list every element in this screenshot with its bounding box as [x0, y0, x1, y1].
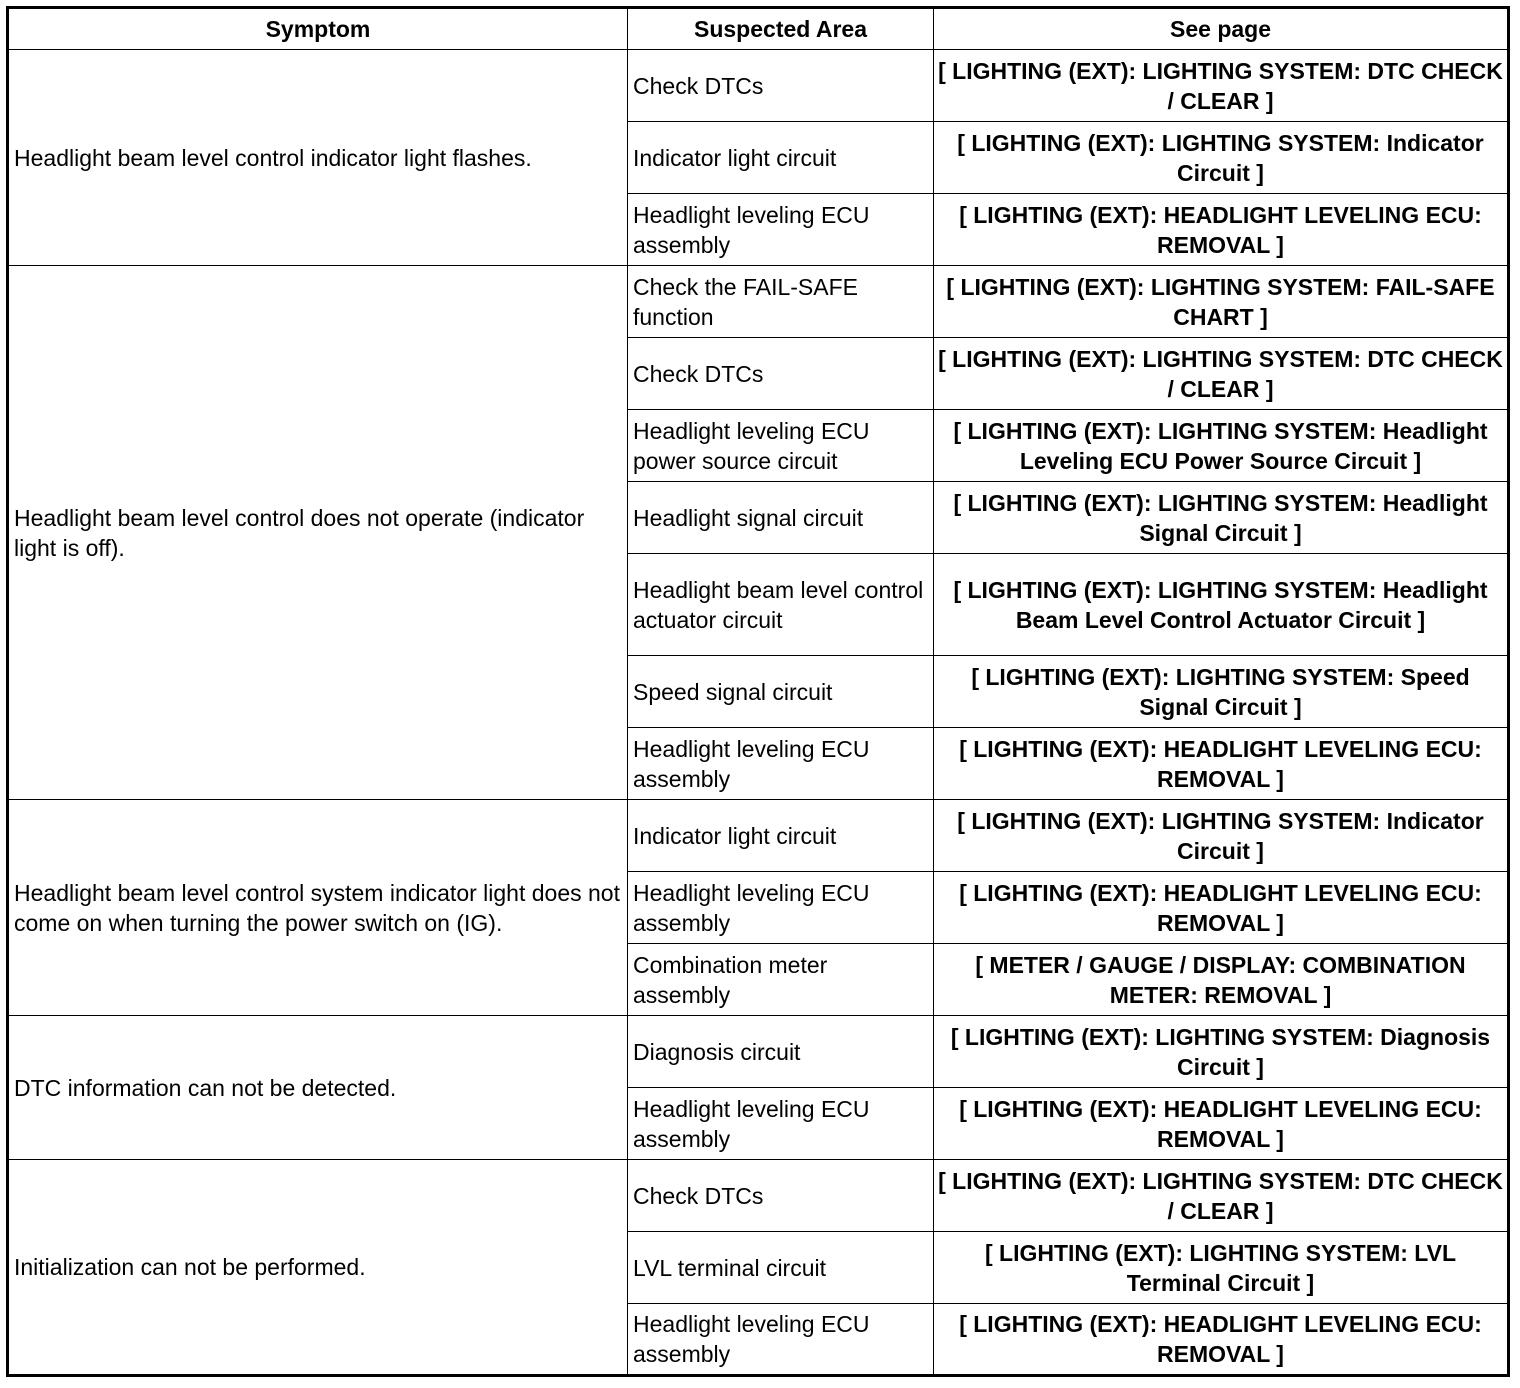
- see-page-link[interactable]: [ LIGHTING (EXT): LIGHTING SYSTEM: Indicator Circuit ]: [934, 122, 1509, 194]
- see-page-link[interactable]: [ LIGHTING (EXT): HEADLIGHT LEVELING ECU: REMOVAL ]: [934, 872, 1509, 944]
- see-page-link[interactable]: [ METER / GAUGE / DISPLAY: COMBINATION METER: REMOVAL ]: [934, 944, 1509, 1016]
- see-page-link[interactable]: [ LIGHTING (EXT): HEADLIGHT LEVELING ECU: REMOVAL ]: [934, 1088, 1509, 1160]
- suspected-area-cell: Indicator light circuit: [628, 800, 934, 872]
- suspected-area-cell: Headlight leveling ECU assembly: [628, 194, 934, 266]
- symptom-cell: Headlight beam level control indicator light flashes.: [8, 50, 628, 266]
- header-row: [8, 8, 1509, 50]
- suspected-area-cell: Check DTCs: [628, 50, 934, 122]
- suspected-area-cell: Headlight signal circuit: [628, 482, 934, 554]
- see-page-link[interactable]: [ LIGHTING (EXT): HEADLIGHT LEVELING ECU: REMOVAL ]: [934, 194, 1509, 266]
- see-page-link[interactable]: [ LIGHTING (EXT): LIGHTING SYSTEM: DTC CHECK / CLEAR ]: [934, 50, 1509, 122]
- suspected-area-cell: Indicator light circuit: [628, 122, 934, 194]
- suspected-area-cell: Check the FAIL-SAFE function: [628, 266, 934, 338]
- suspected-area-cell: Headlight leveling ECU assembly: [628, 872, 934, 944]
- table-row: [8, 50, 1509, 122]
- see-page-link[interactable]: [ LIGHTING (EXT): LIGHTING SYSTEM: Speed Signal Circuit ]: [934, 656, 1509, 728]
- header-see-page: See page: [934, 8, 1509, 50]
- header-symptom: Symptom: [8, 8, 628, 50]
- suspected-area-cell: Combination meter assembly: [628, 944, 934, 1016]
- see-page-link[interactable]: [ LIGHTING (EXT): LIGHTING SYSTEM: FAIL-SAFE CHART ]: [934, 266, 1509, 338]
- symptom-cell: Headlight beam level control does not operate (indicator light is off).: [8, 266, 628, 800]
- suspected-area-cell: Check DTCs: [628, 1160, 934, 1232]
- suspected-area-cell: Diagnosis circuit: [628, 1016, 934, 1088]
- see-page-link[interactable]: [ LIGHTING (EXT): LIGHTING SYSTEM: Headlight Beam Level Control Actuator Circuit ]: [934, 554, 1509, 656]
- suspected-area-cell: Headlight leveling ECU assembly: [628, 1304, 934, 1376]
- see-page-link[interactable]: [ LIGHTING (EXT): LIGHTING SYSTEM: Diagnosis Circuit ]: [934, 1016, 1509, 1088]
- troubleshooting-table: [6, 6, 1510, 1377]
- suspected-area-cell: Headlight leveling ECU assembly: [628, 1088, 934, 1160]
- table-row: [8, 800, 1509, 872]
- see-page-link[interactable]: [ LIGHTING (EXT): HEADLIGHT LEVELING ECU: REMOVAL ]: [934, 728, 1509, 800]
- see-page-link[interactable]: [ LIGHTING (EXT): HEADLIGHT LEVELING ECU: REMOVAL ]: [934, 1304, 1509, 1376]
- table-row: [8, 1160, 1509, 1232]
- see-page-link[interactable]: [ LIGHTING (EXT): LIGHTING SYSTEM: LVL Terminal Circuit ]: [934, 1232, 1509, 1304]
- suspected-area-cell: Headlight leveling ECU assembly: [628, 728, 934, 800]
- see-page-link[interactable]: [ LIGHTING (EXT): LIGHTING SYSTEM: Indicator Circuit ]: [934, 800, 1509, 872]
- table-row: [8, 266, 1509, 338]
- header-suspected-area: Suspected Area: [628, 8, 934, 50]
- suspected-area-cell: Headlight beam level control actuator circuit: [628, 554, 934, 656]
- see-page-link[interactable]: [ LIGHTING (EXT): LIGHTING SYSTEM: Headlight Leveling ECU Power Source Circuit ]: [934, 410, 1509, 482]
- table-row: [8, 1016, 1509, 1088]
- table-body: [8, 50, 1509, 1376]
- suspected-area-cell: LVL terminal circuit: [628, 1232, 934, 1304]
- suspected-area-cell: Speed signal circuit: [628, 656, 934, 728]
- symptom-cell: DTC information can not be detected.: [8, 1016, 628, 1160]
- see-page-link[interactable]: [ LIGHTING (EXT): LIGHTING SYSTEM: Headlight Signal Circuit ]: [934, 482, 1509, 554]
- suspected-area-cell: Headlight leveling ECU power source circuit: [628, 410, 934, 482]
- symptom-cell: Initialization can not be performed.: [8, 1160, 628, 1376]
- see-page-link[interactable]: [ LIGHTING (EXT): LIGHTING SYSTEM: DTC CHECK / CLEAR ]: [934, 1160, 1509, 1232]
- see-page-link[interactable]: [ LIGHTING (EXT): LIGHTING SYSTEM: DTC CHECK / CLEAR ]: [934, 338, 1509, 410]
- suspected-area-cell: Check DTCs: [628, 338, 934, 410]
- symptom-cell: Headlight beam level control system indicator light does not come on when turning the power switch on (IG).: [8, 800, 628, 1016]
